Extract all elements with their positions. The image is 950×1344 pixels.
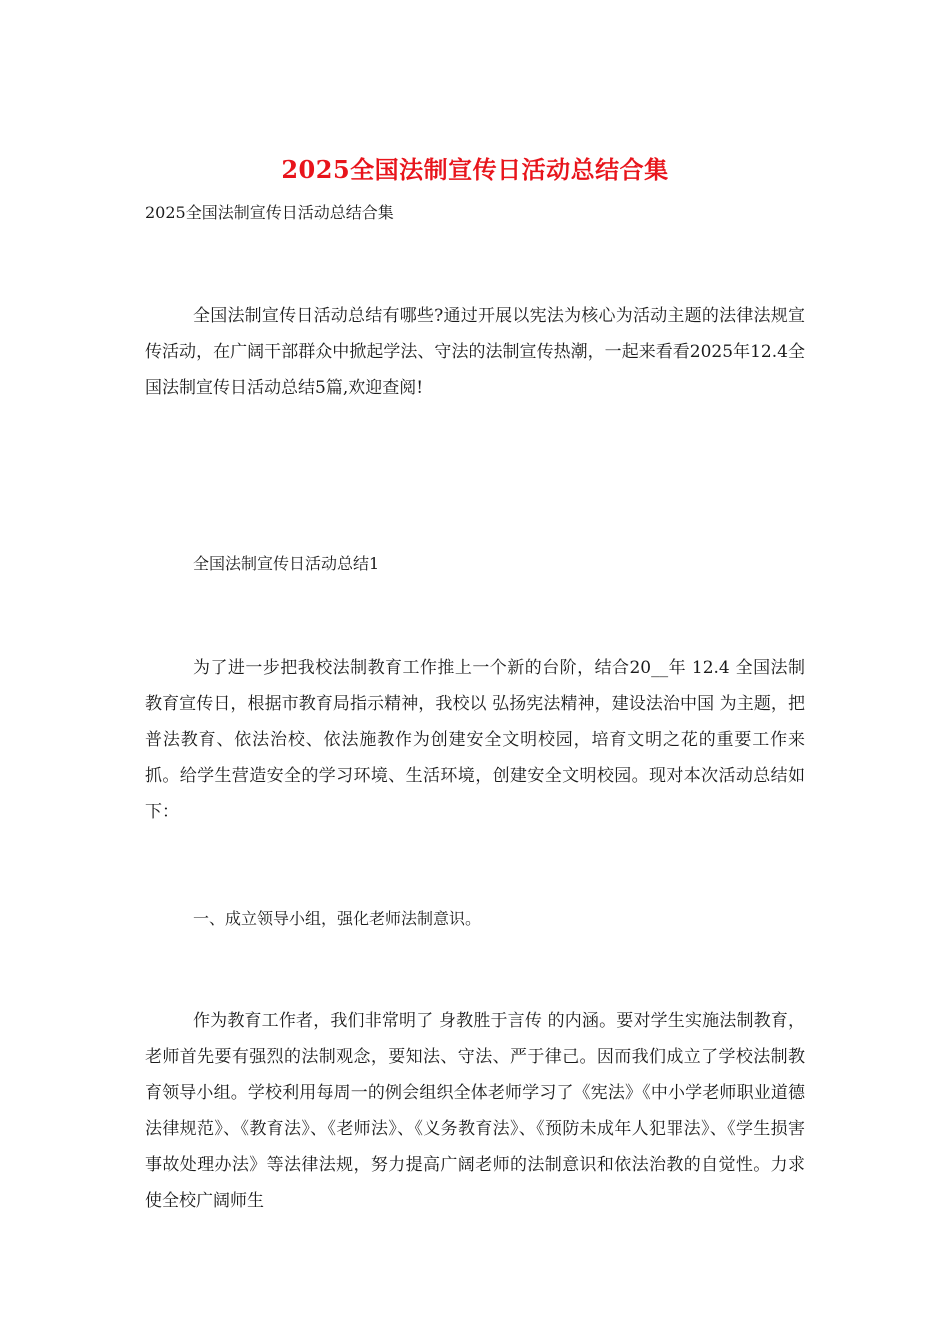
body-paragraph-2: 作为教育工作者，我们非常明了 身教胜于言传 的内涵。要对学生实施法制教育，老师首先要有强烈的法制观念，要知法、守法、严于律己。因而我们成立了学校法制教育领导小组。学校利用每周一的例会组织全体老师学习了《宪法》《中小学老师职业道德法律规范》、《教育法》、《老师法》、《义务教育法》、《预防未成年人犯罪法》、《学生损害事故处理办法》等法律法规，努力提高广阔老师的法制意识和依法治教的自觉性。力求使全校广阔师生 <box>145 1011 805 1211</box>
document-subtitle: 2025全国法制宣传日活动总结合集 <box>145 203 394 222</box>
body-paragraph-1: 为了进一步把我校法制教育工作推上一个新的台阶，结合20__年 12.4 全国法制教育宣传日，根据市教育局指示精神，我校以 弘扬宪法精神，建设法治中国 为主题，把普法教育、依法治校、依法施教作为创建安全文明校园，培育文明之花的重要工作来抓。给学生营造安全的学习环境、生活环境，创建安全文明校园。现对本次活动总结如下： <box>145 658 805 822</box>
section-heading: 全国法制宣传日活动总结1 <box>193 554 380 573</box>
intro-paragraph: 全国法制宣传日活动总结有哪些?通过开展以宪法为核心为活动主题的法律法规宣传活动，在广阔干部群众中掀起学法、守法的法制宣传热潮，一起来看看2025年12.4全国法制宣传日活动总结5篇,欢迎查阅! <box>145 306 805 398</box>
point-heading-1: 一、成立领导小组，强化老师法制意识。 <box>193 909 482 928</box>
document-title: 2025全国法制宣传日活动总结合集 <box>281 155 669 184</box>
